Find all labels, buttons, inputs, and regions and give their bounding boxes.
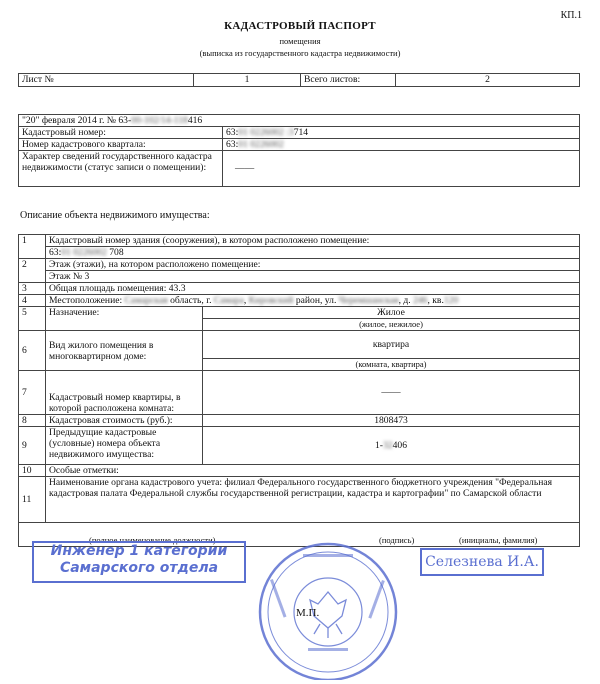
cad-num-label: Кадастровый номер: [19,127,223,139]
r8-value: 1808473 [203,415,580,427]
date-number-row [19,115,580,127]
r9-label: Предыдущие кадастровые (условные) номера объекта недвижимого имущества: [46,427,203,465]
r2-value: Этаж № 3 [46,271,580,283]
r5-value: Жилое [203,307,580,319]
name-caption: (инициалы, фамилия) [459,535,538,545]
total-sheets-label: Всего листов: [301,74,396,87]
r2-label: Этаж (этажи), на котором расположено помещение: [46,259,580,271]
subtitle-premises: помещения [279,36,321,46]
quarter-value: 63:01 0226002 [223,139,580,151]
round-seal [248,540,408,680]
sheet-value: 1 [194,74,301,87]
quarter-label: Номер кадастрового квартала: [19,139,223,151]
r9-value: 1-32406 [203,427,580,465]
position-caption: (полное наименование должности) [89,535,216,545]
description-title: Описание объекта недвижимого имущества: [20,210,210,221]
r5-note: (жилое, нежилое) [203,319,580,331]
r8-label: Кадастровая стоимость (руб.): [46,415,203,427]
date-blurred: 00-102/14-118 [131,115,188,126]
mp-label: М.П. [296,607,320,619]
r4-location: Местоположение: Самарская область, г. Самара, Кировский район, ул. Черемшанская, д. 246, кв.120 [46,295,580,307]
r3-label: Общая площадь помещения: 43.3 [46,283,580,295]
page-title: КАДАСТРОВЫЙ ПАСПОРТ [224,20,376,32]
r10-label: Особые отметки: [46,465,580,477]
sheet-label: Лист № [19,74,194,87]
header-info-table [18,114,580,187]
description-table: 1 Кадастровый номер здания (сооружения), в котором расположено помещение: 63:01 0226002 708 2 Этаж (этажи), на котором расположено помещение: Этаж № 3 3 Общая площадь помещения: 43.3 4 Местоположение: Самарская область, г. Самара, Кировский район, ул. Черемшанская, д. 246, кв.120 5 Назначение: Жилое (жилое, нежилое) 6 Вид жилого помещения в многоквартирном доме: квартира (комната, квартира) 7 Кадастровый номер квартиры, в которой расположена комната: —— 8 Кадастровая стоимость (руб.): 1808473 9 Предыдущие кадастровые (условные) номера объекта недвижимого имущества: 1-32406 10 Особые отметки: 11 Наименование органа кадастрового учета: филиал Федерального государственного бюджетного учреждения "Федеральная кадастровая палата Федеральной службы государственной регистрации, кадастра и картографии" по Самарской области (полное наименование должности) (подпись) (инициалы, фамилия) [18,234,580,547]
date-prefix: "20" февраля 2014 г. № 63- [22,115,132,126]
nature-value: —— [223,151,580,187]
r1-label: Кадастровый номер здания (сооружения), в котором расположено помещение: [46,235,580,247]
position-stamp: Инженер 1 категории Самарского отдела [32,541,246,583]
nature-label: Характер сведений государственного кадастра недвижимости (статус записи о помещении): [19,151,223,187]
name-stamp: Селезнева И.А. [420,548,544,576]
cad-num-value: 63:01 0226002 :3714 [223,127,580,139]
r1-value: 63:01 0226002 708 [46,247,580,259]
r7-value: —— [203,371,580,415]
r11-label: Наименование органа кадастрового учета: филиал Федерального государственного бюджетного учреждения "Федеральная кадастровая палата Федеральной службы государственной регистрации, кадастра и картографии" по Самарской области [46,477,580,523]
date-suffix: 416 [187,115,203,126]
r7-label: Кадастровый номер квартиры, в которой расположена комната: [46,371,203,415]
form-code: КП.1 [560,10,582,21]
subtitle-extract: (выписка из государственного кадастра недвижимости) [199,48,401,58]
sheet-table [18,73,580,87]
r5-label: Назначение: [46,307,203,331]
signature-caption: (подпись) [379,535,415,545]
total-sheets-value: 2 [396,74,580,87]
r6-note: (комната, квартира) [203,359,580,371]
r6-value: квартира [203,331,580,359]
r6-label: Вид жилого помещения в многоквартирном доме: [46,331,203,371]
